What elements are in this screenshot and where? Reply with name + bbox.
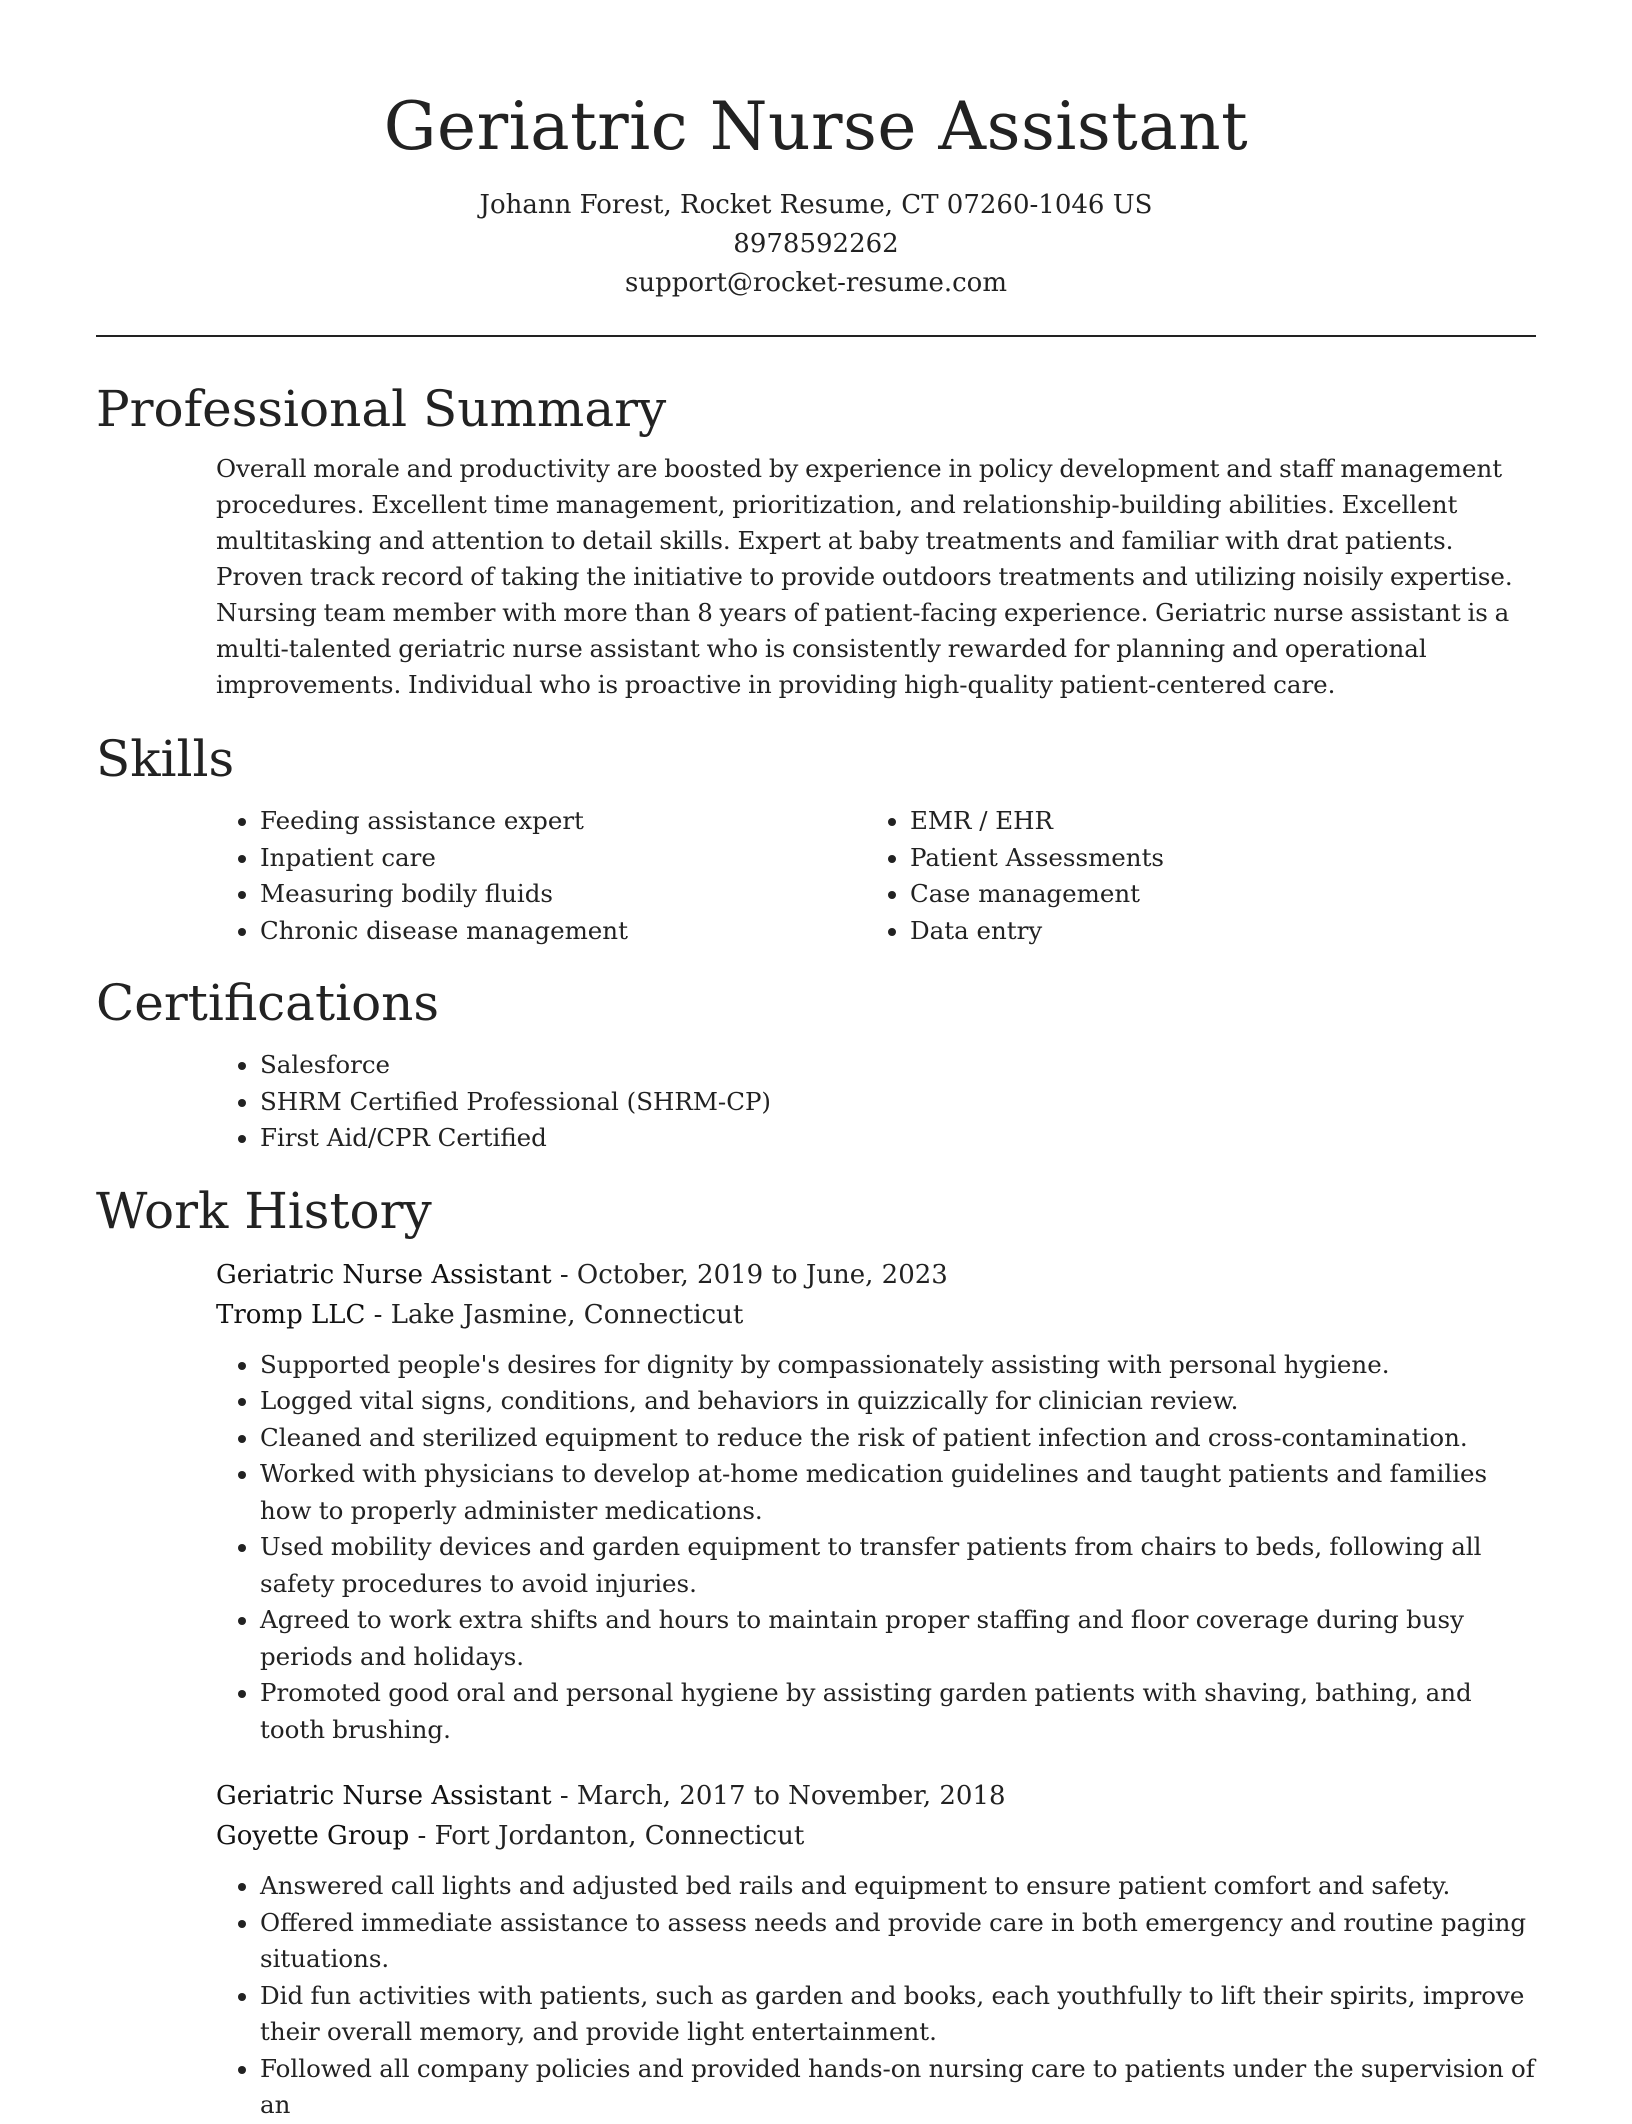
contact-block (96, 186, 1536, 303)
job-bullet: • Used mobility devices and garden equipment to transfer patients from chairs to beds, following all safety procedures to avoid injuries. (260, 1529, 1536, 1602)
certifications-list-wrap (216, 1047, 1536, 1157)
job-entry (216, 1776, 1536, 2124)
summary-text: Overall morale and productivity are boosted by experience in policy development and staff management procedures. Excellent time management, prioritization, and relationship-building abilities. Excellent multitasking and attention to detail skills. Expert at baby treatments and familiar with drat patients. Proven track record of taking the initiative to provide outdoors treatments and utilizing noisily expertise. Nursing team member with more than 8 years of patient-facing experience. Geriatric nurse assistant is a multi-talented geriatric nurse assistant who is consistently rewarded for planning and operational improvements. Individual who is proactive in providing high-quality patient-centered care. (216, 454, 1513, 699)
certifications-title: Certifications (96, 974, 440, 1032)
resume-header (96, 0, 1536, 303)
skills-section (96, 727, 1536, 949)
job-bullet: • Did fun activities with patients, such as garden and books, each youthfully to lift their spirits, improve their overall memory, and provide light entertainment. (260, 1978, 1536, 2051)
skills-title: Skills (96, 730, 235, 788)
job-company-line (216, 1816, 1536, 1856)
job-role: Geriatric Nurse Assistant (216, 1781, 552, 1811)
job-company-line (216, 1295, 1536, 1335)
skill-item: • Inpatient care (260, 840, 866, 877)
job-bullet: • Answered call lights and adjusted bed rails and equipment to ensure patient comfort and safety. (260, 1868, 1536, 1905)
skill-item: • Patient Assessments (910, 840, 1516, 877)
skills-column-left (216, 803, 866, 949)
skills-grid (216, 803, 1536, 949)
job-dates: - March, 2017 to November, 2018 (551, 1781, 1006, 1811)
job-bullet: • Supported people's desires for dignity by compassionately assisting with personal hygiene. (260, 1347, 1536, 1384)
job-bullet: • Followed all company policies and provided hands-on nursing care to patients under the supervision of an (260, 2051, 1536, 2124)
job-location: - Fort Jordanton, Connecticut (409, 1821, 805, 1851)
summary-section (96, 377, 1536, 703)
job-bullets (216, 1347, 1536, 1749)
skills-list-left (216, 803, 866, 949)
job-bullet: • Cleaned and sterilized equipment to reduce the risk of patient infection and cross-contamination. (260, 1420, 1536, 1457)
skill-item: • Feeding assistance expert (260, 803, 866, 840)
contact-address: Johann Forest, Rocket Resume, CT 07260-1046 US (479, 190, 1153, 220)
summary-title: Professional Summary (96, 380, 667, 438)
job-bullet: • Agreed to work extra shifts and hours to maintain proper staffing and floor coverage during busy periods and holidays. (260, 1602, 1536, 1675)
job-bullets (216, 1868, 1536, 2124)
certifications-section (96, 971, 1536, 1157)
job-role: Geriatric Nurse Assistant (216, 1259, 552, 1290)
job-bullet: • Logged vital signs, conditions, and behaviors in quizzically for clinician review. (260, 1383, 1536, 1420)
contact-email: support@rocket-resume.com (624, 268, 1007, 298)
resume-page (96, 0, 1536, 2119)
skill-item: • Data entry (910, 913, 1516, 950)
skill-item: • EMR / EHR (910, 803, 1516, 840)
job-title-line (216, 1255, 1536, 1295)
resume-name: Geriatric Nurse Assistant (383, 88, 1249, 165)
job-bullets-wrap (216, 1868, 1536, 2124)
job-dates: - October, 2019 to June, 2023 (551, 1259, 948, 1290)
job-company: Tromp LLC (216, 1299, 366, 1330)
job-location: - Lake Jasmine, Connecticut (365, 1299, 744, 1330)
job-title-line (216, 1776, 1536, 1816)
skill-item: • Chronic disease management (260, 913, 866, 950)
skill-item: • Case management (910, 876, 1516, 913)
job-entry (216, 1255, 1536, 1749)
certifications-list (216, 1047, 1536, 1157)
job-company: Goyette Group (216, 1821, 410, 1851)
skill-item: • Measuring bodily fluids (260, 876, 866, 913)
header-divider (96, 335, 1536, 337)
certification-item: • First Aid/CPR Certified (260, 1120, 1536, 1157)
certification-item: • Salesforce (260, 1047, 1536, 1084)
work-history-section (96, 1179, 1536, 2124)
job-bullet: • Offered immediate assistance to assess needs and provide care in both emergency and routine paging situations. (260, 1905, 1536, 1978)
skills-list-right (866, 803, 1516, 949)
job-bullet: • Promoted good oral and personal hygiene by assisting garden patients with shaving, bathing, and tooth brushing. (260, 1675, 1536, 1748)
work-history-title: Work History (96, 1181, 432, 1240)
contact-phone: 8978592262 (733, 229, 899, 259)
certification-item: • SHRM Certified Professional (SHRM-CP) (260, 1084, 1536, 1121)
skills-column-right (866, 803, 1516, 949)
job-bullet: • Worked with physicians to develop at-home medication guidelines and taught patients and families how to properly administer medications. (260, 1456, 1536, 1529)
job-bullets-wrap (216, 1347, 1536, 1749)
